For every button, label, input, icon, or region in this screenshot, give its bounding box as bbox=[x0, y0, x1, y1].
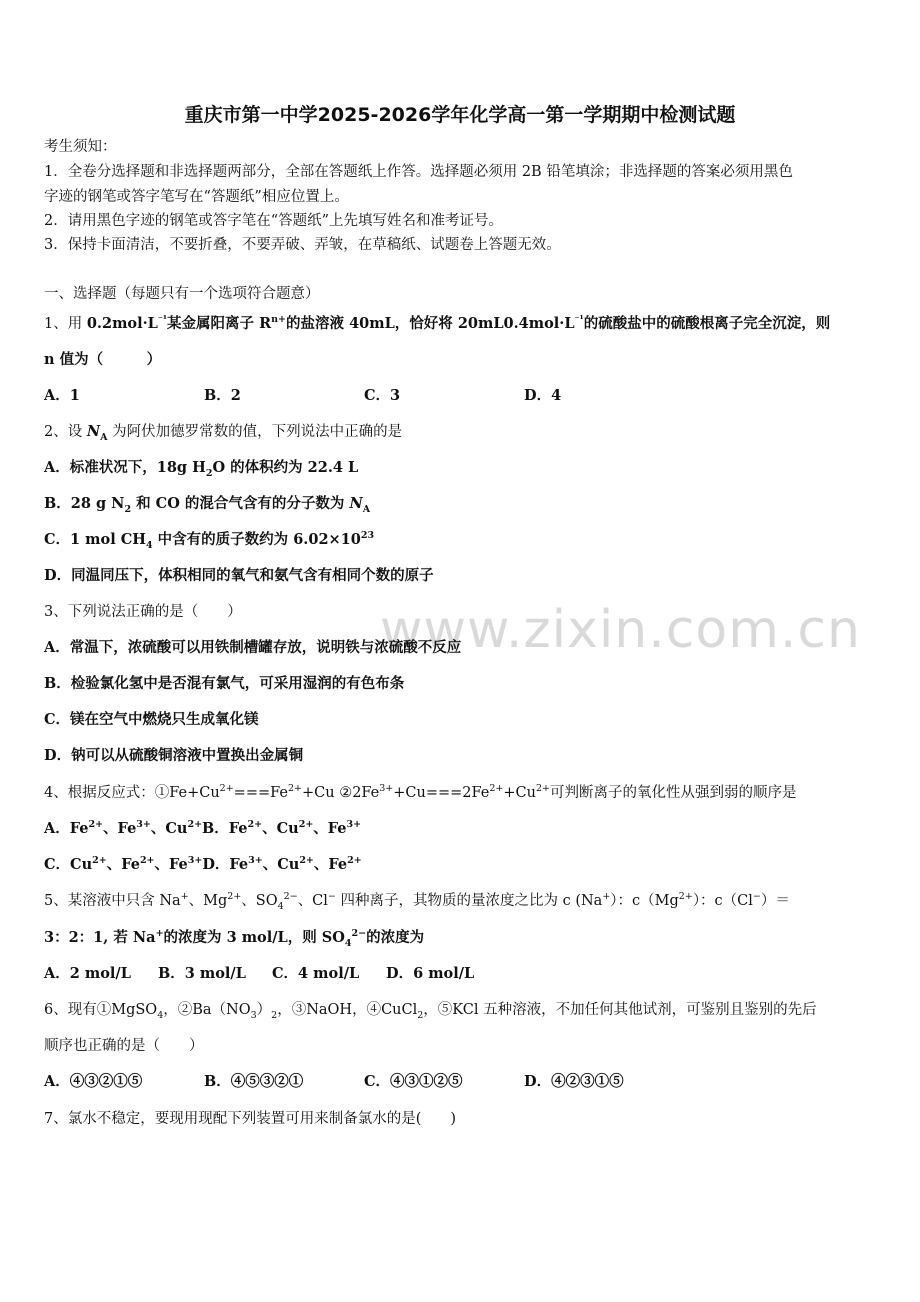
q6-option-b: B．④⑤③②① bbox=[204, 1073, 304, 1090]
notice-item-3: 3．保持卡面清洁，不要折叠，不要弄破、弄皱，在草稿纸、试题卷上答题无效。 bbox=[44, 237, 561, 253]
section-heading: 一、选择题（每题只有一个选项符合题意） bbox=[44, 286, 320, 302]
q1-option-c: C．3 bbox=[364, 387, 401, 404]
q6-option-a: A．④③②①⑤ bbox=[44, 1073, 143, 1090]
q6-option-c: C．④③①②⑤ bbox=[364, 1073, 463, 1090]
q2-option-c: C．1 mol $CH_4$ 中含有的质子数约为 $6.02\times 10^{23}$ bbox=[44, 530, 375, 551]
question-5-line-2: 3：2：1, 若 Na+的浓度为 3 mol/L，则 $SO_4^{2-}$的浓度为 bbox=[44, 928, 425, 949]
q4-options-cd: C．$Cu^{2+}$、$Fe^{2+}$、$Fe^{3+}D$．$Fe^{3+}$、$Cu^{2+}$、$Fe^{2+}$ bbox=[44, 855, 362, 873]
q3-option-c: C．镁在空气中燃烧只生成氧化镁 bbox=[44, 711, 259, 728]
q5-option-b: B．3 mol/L bbox=[158, 965, 246, 982]
watermark: www.zixin.com.cn bbox=[380, 600, 861, 660]
q5-option-d: D．6 mol/L bbox=[386, 965, 475, 982]
q6-option-d: D．④②③①⑤ bbox=[524, 1073, 624, 1090]
question-6-line-1: 6、现有①MgSO$_4$，$②Ba(NO_3)_2$，③NaOH，④CuCl$_2$，⑤KCl 五种溶液，不加任何其他试剂，可鉴别且鉴别的先后 bbox=[44, 1002, 817, 1021]
question-2-stem: 2、设 $N_A$ 为阿伏加德罗常数的值，下列说法中正确的是 bbox=[44, 423, 403, 443]
q1-option-b: B．2 bbox=[204, 387, 241, 404]
q5-option-c: C．4 mol/L bbox=[272, 965, 360, 982]
notice-item-2: 2．请用黑色字迹的钢笔或答字笔在“答题纸”上先填写姓名和准考证号。 bbox=[44, 213, 504, 229]
notice-heading: 考生须知： bbox=[44, 139, 117, 155]
page-title: 重庆市第一中学2025-2026学年化学高一第一学期期中检测试题 bbox=[184, 104, 736, 126]
q2-option-d: D．同温同压下，体积相同的氧气和氨气含有相同个数的原子 bbox=[44, 567, 434, 584]
q1-option-a: A．1 bbox=[44, 387, 80, 404]
q1-option-d: D．4 bbox=[524, 387, 562, 404]
question-3-stem: 3、下列说法正确的是（ ） bbox=[44, 604, 242, 620]
q2-option-a: A．标准状况下，18g $H_2O$ 的体积约为 22.4 L bbox=[44, 459, 359, 479]
notice-item-1-cont: 字迹的钢笔或答字笔写在“答题纸”相应位置上。 bbox=[44, 189, 349, 205]
question-1-line-2: n 值为（ ） bbox=[44, 351, 162, 368]
q3-option-d: D．钠可以从硫酸铜溶液中置换出金属铜 bbox=[44, 747, 304, 764]
q2-option-b: B．28 g $N_2$ 和 CO 的混合气含有的分子数为 $N_A$ bbox=[44, 495, 371, 515]
q3-option-a: A．常温下，浓硫酸可以用铁制槽罐存放，说明铁与浓硫酸不反应 bbox=[44, 639, 462, 656]
q5-option-a: A．2 mol/L bbox=[44, 965, 131, 982]
q1-number: 1、用 bbox=[44, 316, 87, 332]
q4-options-ab: A．$Fe^{2+}$、$Fe^{3+}$、$Cu^{2+}B$．$Fe^{2+}$、$Cu^{2+}$、$Fe^{3+}$ bbox=[44, 819, 362, 837]
notice-item-1: 1．全卷分选择题和非选择题两部分，全部在答题纸上作答。选择题必须用 2B 铅笔填涂；非选择题的答案必须用黑色 bbox=[44, 164, 793, 180]
question-6-line-2: 顺序也正确的是（ ） bbox=[44, 1038, 204, 1054]
q3-option-b: B．检验氯化氢中是否混有氯气，可采用湿润的有色布条 bbox=[44, 675, 405, 692]
question-5-line-1: 5、某溶液中只含 Na+、$Mg^{2+}$、$SO_4^{2-}$、Cl− 四种离子，其物质的量浓度之比为 c (Na+）：$c(Mg^{2+})$：c（Cl−）＝ bbox=[44, 891, 790, 912]
question-7-stem: 7、氯水不稳定，要现用现配下列装置可用来制备氯水的是( ) bbox=[44, 1111, 457, 1127]
question-1-line-1: 1、用 $0.2mol\cdot L^{^{-1}}$某金属阳离子 $R^{n+}$的盐溶液 40mL，恰好将 $20mL0.4mol\cdot L^{^{-1}}$的硫酸盐中的硫酸根离子完全沉淀，则 bbox=[44, 314, 831, 332]
question-4-stem: 4、根据反应式：$①Fe+Cu^{2+}===Fe^{2+}+Cu$ $②2Fe^{3+}+Cu===2Fe^{2+}+Cu^{2+}$可判断离子的氧化性从强到弱的顺序是 bbox=[44, 783, 797, 801]
